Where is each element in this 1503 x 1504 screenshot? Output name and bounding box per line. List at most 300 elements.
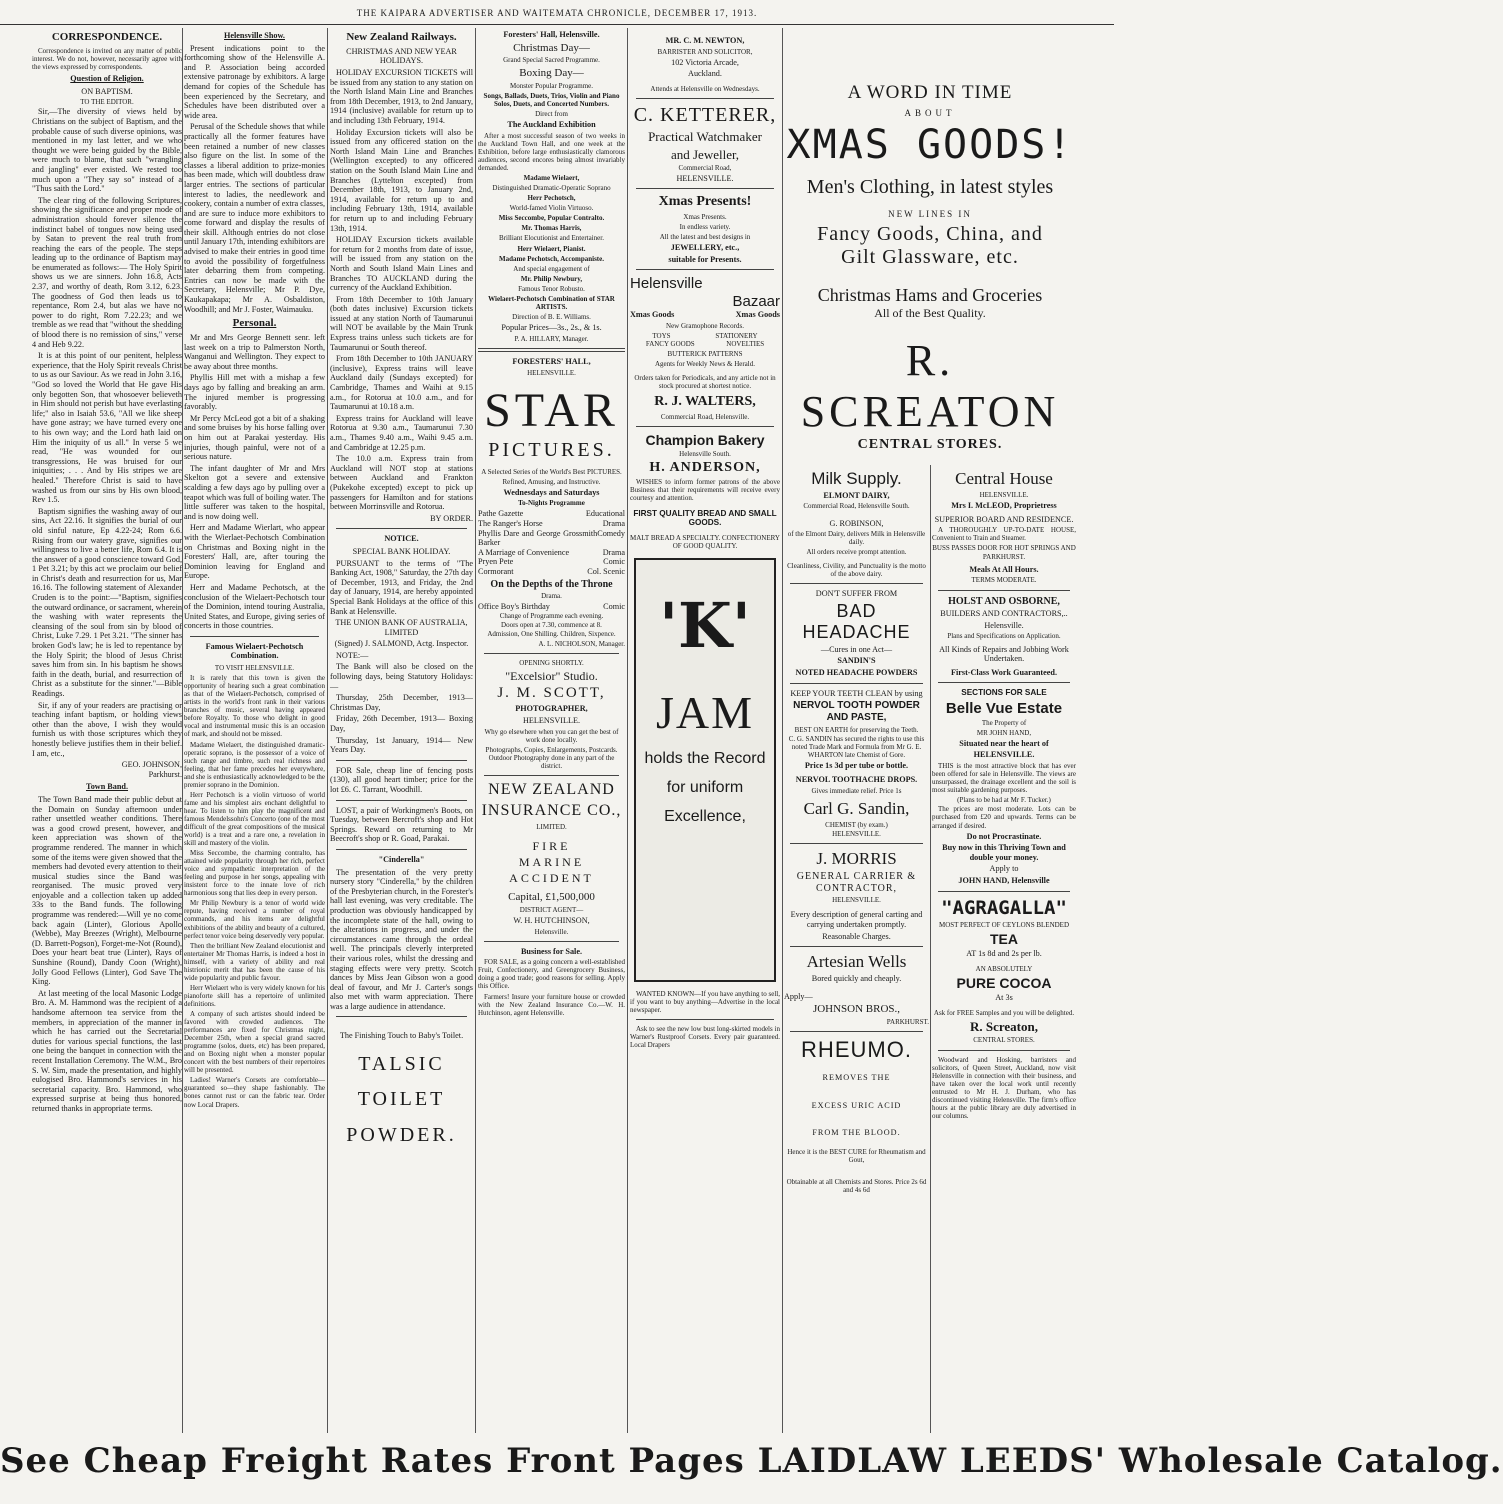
programme-genre: Col. Scenic [587, 567, 625, 577]
paragraph: Thursday, 1st January, 1914— New Years Day. [330, 735, 473, 755]
divider [484, 941, 619, 942]
paragraph: Phyllis Hill met with a mishap a few days ago by falling and breaking an arm. The injured member is progressing favorably. [184, 373, 325, 412]
paragraph: Herr and Madame Wierlart, who appear with the Wierlaet-Pechotsch Combination on Christmas and Boxing night in the Foresters' Hall, are, after touring the Dominion leaving for England and Europe. [184, 523, 325, 581]
ad-text: NOVELTIES [726, 339, 765, 348]
ad-line: KEEP YOUR TEETH CLEAN by using [790, 688, 923, 698]
ad-line: Apply to [989, 864, 1019, 874]
ad-headline: J. MORRIS [816, 849, 897, 868]
ad-line: REMOVES THE [822, 1072, 891, 1082]
ad-heading: Practical Watchmaker [648, 129, 762, 145]
column-ads-6 [784, 467, 929, 1433]
paragraph: The 10.0 a.m. Express train from Auckland will NOT stop at stations between Auckland and Frankton (Pukekohe excepted) except to pick up passengers for Hamilton and for stations between Morrinsville and Rotorua. [330, 454, 473, 512]
divider [938, 682, 1070, 683]
programme-title: A Marriage of Convenience [478, 547, 570, 557]
programme-item [478, 529, 625, 548]
column-correspondence [32, 28, 182, 1433]
column-rule [627, 28, 628, 1433]
ad-headline: J. M. SCOTT, [497, 684, 606, 701]
ad-line: AT 1s 8d and 2s per lb. [966, 949, 1042, 959]
ad-heading: Do not Procrastinate. [966, 831, 1042, 841]
divider [336, 1016, 467, 1017]
ad-heading: FIRST QUALITY BREAD AND SMALL GOODS. [633, 508, 777, 528]
divider [790, 1031, 923, 1032]
k-jam-block [636, 590, 774, 827]
ad-line: Helensville. [984, 620, 1024, 630]
ad-line: Plans and Specifications on Application. [947, 632, 1061, 641]
column-rule [782, 28, 783, 1433]
ad-line: PARKHURST. [886, 1018, 929, 1027]
ad-heading: "Excelsior" Studio. [505, 668, 598, 683]
article-subtitle: CHRISTMAS AND NEW YEAR HOLIDAYS. [346, 46, 457, 66]
ad-line: Agents for Weekly News & Herald. [654, 360, 755, 369]
programme-genre: Comic [603, 557, 625, 567]
paragraph: Herr and Madame Pechotsch, at the conclusion of the Wielaert-Pechotsch tour of the Dominion, intend touring Australia, United States, and Europe, giving series of concerts in those countries. [184, 582, 325, 631]
ad-line: BUILDERS AND CONTRACTORS,.. [940, 609, 1068, 619]
divider [938, 590, 1070, 591]
paragraph: Sir,—The diversity of views held by Christians on the subject of Baptism, and the probable cause of such diverse opinions, was mentioned in my last letter, and we who thought we were being guided by the Bible, were much to blame, that such "wrangling and jangling" ever existed. We rested too much upon a "They say so" instead of a "Thus saith the Lord." [32, 107, 182, 194]
article-subtitle: TO VISIT HELENSVILLE. [214, 664, 295, 673]
ad-headline: R. J. WALTERS, [654, 394, 756, 410]
paragraph: A company of such artistes should indeed be favored with crowded audiences. The performances are fixed for Christmas night, December 25th, when a special grand sacred programme (solos, duets, etc) has been prepared, and on Boxing night when a monster popular concert with the best numbers of their repertoires will be presented. [184, 1010, 325, 1075]
ad-line: Excellence, [664, 807, 746, 825]
notice-title: NOTICE. [384, 534, 419, 544]
notice-subtitle: SPECIAL BANK HOLIDAY. [352, 546, 451, 556]
paragraph: Holiday Excursion tickets will also be issued from any officered station on the North Island Main Line and Branches (Wellington excepted) to any officered station on the South Island Main Line and Branches (Lyttelton excepted) from December 18th, 1913, to January 2nd, 1914, available for return up to and including February 13th, 1914, available for return up to and including February 13th, 1914. [330, 127, 473, 233]
ad-line: BEST ON EARTH for preserving the Teeth. [794, 725, 919, 734]
performer: Herr Pechotsch, [527, 194, 576, 203]
ad-line: AN ABSOLUTELY [975, 964, 1033, 973]
ad-line: HELENSVILLE. [832, 829, 881, 838]
paragraph: Thursday, 25th December, 1913— Christmas Day, [330, 693, 473, 712]
ad-headline: Central House [955, 469, 1053, 488]
ad-line: New Gramophone Records. [666, 321, 744, 330]
ad-heading: Foresters' Hall, Helensville. [503, 30, 600, 39]
ad-line: holds the Record [644, 750, 766, 768]
ad-heading: Fancy Goods, China, and [817, 223, 1043, 245]
paragraph: Sir, if any of your readers are practising or teaching infant baptism, or holding views other than the above, I wish they would furnish us with those scriptures which they honestly believe justifies them in their belief. I am, etc., [32, 700, 182, 758]
ad-line: Xmas Presents. [683, 212, 727, 221]
column-rule [182, 28, 183, 1433]
ad-heading: SANDIN'S [837, 656, 876, 666]
paragraph: Baptism signifies the washing away of our sins, Act 22.16. It signifies the burial of our old sinful nature, Ep 4.22-24; Rom 6.6. Rising from our watery grave, signifies our willingness to live a better life, Rom 6.4. It is the answer of a good conscience toward God, 1 Pet 3.21; by this act we proclaim our belief in Christ's death and resurrection for us, Mar 16.16. The following statement of Alexander Cruden is to the point:—"Baptism, signifies the outward ordinance, or sacrament, wherein the washing with water represents the cleansing of the soul from sin by blood of Christ, Luke 7.29. 1 Pet 3.21. "The sinner has broken God's law; he is led to repentance by the Holy Spirit; the blood of Jesus Christ saves him from sin. In his baptism he shows faith in the death, burial, and resurrection of Christ as a substitute for the sinner."—Bible Readings. [32, 506, 182, 698]
ad-line: Wielaert-Pechotsch Combination of STAR ARTISTS. [488, 295, 615, 312]
paragraph: The Town Band made their public debut at the Domain on Sunday afternoon under rather unsettled weather conditions. There was a good crowd present, however, and keen appreciation was shown of the programme rendered. The manner in which some of the items were given showed that the members had devoted every attention to their musical studies since the Band was reorganised. The music proved very enjoyable and a collection taken up added 33s to the Band funds. The following programme was rendered:—Will ye no come back again (Linter), Glorious Apollo (Webbe), May Breezes (Wright), Melbourne (D. Barrett-Pogson), Forget-me-Not (Round), Does your heart beat true (Linter), Rays of Sunshine (Round), Dandy Coon (Wright), Jolly Good Fellows (Linter), God Save The King. [32, 794, 182, 987]
signature-place: Parkhurst. [148, 769, 182, 779]
ad-headline: Belle Vue Estate [945, 699, 1063, 717]
ad-line: Orders taken for Periodicals, and any article not in stock procured at shortest notice. [634, 374, 776, 391]
article-title: Personal. [232, 317, 277, 330]
ad-line: Change of Programme each evening. [499, 612, 604, 621]
ad-heading: NERVOL TOOTHACHE DROPS. [795, 774, 918, 784]
programme-item [478, 519, 625, 529]
divider [636, 426, 774, 427]
article-title: Famous Wielaert-Pechotsch Combination. [205, 641, 304, 661]
ad-line: BUTTERICK PATTERNS [667, 349, 743, 358]
column-rule [327, 28, 328, 1433]
paragraph: HOLIDAY Excursion tickets available for return for 2 months from date of issue, will be issued from any station on the North and South Island Main Lines and Branches TO AUCKLAND during the currency of the Auckland Exhibition. [330, 235, 473, 293]
performer: Mr. Philip Newbury, [520, 274, 583, 283]
ad-line: Monster Popular Programme. [509, 81, 593, 90]
paragraph: At last meeting of the local Masonic Lodge Bro. A. M. Hammond was the recipient of a handsome afternoon tea service from the members, in appreciation of the manner in which he has carried out the Secretarial duties for various special functions, the last one being the banquet in connection with the recent Installation Ceremony. The W.M., Bro S. W. Sim, made the presentation, and highly eulogised Bro. Hammond's services in his secretarial capacity. Bro. Hammond, who expressed surprise at being thus honored, returned thanks in appropriate terms. [32, 988, 182, 1113]
ad-headline: INSURANCE CO., [481, 801, 622, 819]
ad-heading: Men's Clothing, in latest styles [806, 176, 1054, 198]
ad-line: HELENSVILLE. [676, 173, 734, 183]
ad-headline: TEA [990, 930, 1018, 947]
programme-item [478, 567, 625, 577]
signature: A. L. NICHOLSON, Manager. [538, 639, 625, 648]
paragraph: The presentation of the very pretty nursery story "Cinderella," by the children of the Presbyterian church, in the Forester's hall last evening, was very creditable. The production was obviously handicapped by the incomplete state of the hall, owing to the alterations in progress, and under the circumstances came through the ordeal well. The principals cleverly interpreted their various roles, whilst the dressing and staging effects were very pretty. Scotch dances by Miss Jean Gibson won a good deal of favour, and Mr J. Carter's songs also met with warm appreciation. There was a large audience in attendance. [330, 867, 473, 1011]
ad-line: Auckland. [688, 69, 722, 79]
ad-line: ACCIDENT [509, 870, 594, 885]
ad-line: BARRISTER AND SOLICITOR, [657, 47, 753, 56]
classified-ad: FOR SALE, as a going concern a well-established Fruit, Confectionery, and Greengrocery Business, doing a good trade; good reasons for selling. Apply this Office. [478, 958, 625, 991]
programme-item [478, 602, 625, 612]
ad-line: NEW LINES IN [888, 209, 972, 219]
ad-line: CENTRAL STORES. [973, 1036, 1035, 1045]
bank-name: THE UNION BANK OF AUSTRALIA, LIMITED [335, 618, 468, 637]
column-rule [930, 465, 931, 1433]
ad-line: Price 1s 3d per tube or bottle. [804, 761, 909, 771]
ad-headline-jam: JAM [655, 687, 755, 739]
ad-line: Cleanliness, Civility, and Punctuality is the motto of the above dairy. [787, 561, 926, 578]
ad-line: Why go elsewhere when you can get the best of work done locally. [484, 727, 619, 744]
ad-line: The Finishing Touch to Baby's Toilet. [339, 1031, 464, 1041]
ad-heading: First-Class Work Guaranteed. [950, 667, 1058, 677]
ad-headline: Milk Supply. [811, 469, 902, 488]
ad-headline: Bazaar [732, 292, 780, 310]
paragraph: The clear ring of the following Scriptures, showing the significance and proper mode of administration should forever silence the indistinct babel of tongues now being used by Satan to prevent the real truth from reaching the ears of the people. The steps leading up to the ordinance of Baptism may be enumerated as follows:— The Holy Spirit shows us we are sinners. John 16.8, Acts 2.37, and worthy of death, Rom 3.12, 6.23. The goodness of God then leads us to repentance, Rom 2.4, but alas we have no power to do right, Rom 7.22.23; and we tremble as we read that "without the shedding of blood there is no remission of sins," verse 4 and Heb 9.22. [32, 195, 182, 349]
ad-heading: and Jeweller, [670, 146, 740, 162]
paragraph: THIS is the most attractive block that has ever been offered for sale in Helensville. The views are unsurpassed, the drainage excellent and the soil is most suitable gardening purposes. [932, 762, 1076, 795]
ad-line: HELENSVILLE. [527, 368, 576, 377]
ad-line: All Kinds of Repairs and Jobbing Work Undertaken. [939, 644, 1069, 664]
ad-line: A Selected Series of the World's Best PICTURES. [481, 468, 622, 477]
ad-heading: The Auckland Exhibition [507, 119, 596, 129]
classified-ad: WANTED KNOWN—If you have anything to sell, if you want to buy anything—Advertise in the local newspaper. [630, 989, 780, 1014]
ad-line: MARINE [518, 854, 585, 869]
ad-heading: Situated near the heart of [959, 738, 1049, 748]
programme-feature: On the Depths of the Throne [490, 578, 613, 590]
paragraph: Mr Philip Newbury is a tenor of world wide repute, having received a number of royal commands, and his items are delightful exhibitions of the ability and beauty of a cultured, perfect tenor voice being deservedly very popular. [184, 899, 325, 940]
article-title: Question of Religion. [70, 74, 144, 83]
programme-title: Office Boy's Birthday [478, 601, 550, 611]
ad-heading: NERVOL TOOTH POWDER AND PASTE, [793, 700, 920, 723]
ad-line: Apply— [784, 991, 813, 1001]
divider [938, 1050, 1070, 1051]
paragraph: From 18th December to 10th January (both dates inclusive) Excursion tickets issued at any station North of Taumarunui will NOT be available by the Main Trunk Express trains unless such tickets are for Taumarunui or South thereof. [330, 294, 473, 352]
ad-line: Every description of general carting and carrying undertaken promptly. [790, 910, 923, 930]
ad-line: Songs, Ballads, Duets, Trios, Violin and Piano Solos, Duets, and Concerted Numbers. [483, 91, 620, 108]
advert-k-jam [634, 558, 776, 982]
ad-line: SUPERIOR BOARD AND RESIDENCE. [934, 514, 1074, 524]
paragraph: Herr Wielaert who is very widely known for his pianoforte skill has a repertoire of unlimited definitions. [184, 983, 325, 1008]
ad-line: Bored quickly and cheaply. [811, 974, 902, 984]
divider [484, 775, 619, 776]
ad-headline: RHEUMO. [801, 1037, 912, 1063]
column-local-news [184, 28, 325, 1433]
performer: Herr Wielaert, Pianist. [517, 244, 586, 253]
ad-heading: Mrs I. McLEOD, Proprietress [951, 501, 1057, 511]
programme-genre: Drama [602, 547, 625, 557]
classified-ad: Farmers! Insure your furniture house or crowded with the New Zealand Insurance Co.—W. H. Hutchinson, agent Helensville. [478, 992, 625, 1017]
ad-line: CHEMIST (by exam.) [825, 820, 888, 829]
performer: Mr. Thomas Harris, [521, 224, 582, 233]
paragraph: NOTE:— [336, 650, 369, 660]
paragraph: Woodward and Hosking, barristers and solicitors, of Queen Street, Auckland, now visit Helensville in connection with their business, and have taken over the local work until recently entrusted to Mr H. J. Durham, who has discontinued visiting Helensville. The firm's office hours at the public library are duly advertised in our columns. [932, 1055, 1076, 1120]
masthead-rule [0, 24, 1114, 25]
ad-line: All of the Best Quality. [874, 306, 986, 320]
article-addressee: TO THE EDITOR. [80, 98, 134, 107]
ad-headline: "AGRAGALLA" [941, 896, 1067, 919]
programme-item [478, 557, 625, 567]
paragraph: HOLIDAY EXCURSION TICKETS will be issued from any station to any station on the North Island Main Line and Branches from 18th December, 1913, to 2nd January, 1914 (inclusive) available for return up to and including 13th February, 1914. [330, 68, 473, 126]
ad-line: DON'T SUFFER FROM [815, 589, 898, 599]
ad-headline-k: 'K' [659, 588, 751, 662]
editor-note: Correspondence is invited on any matter of public interest. We do not, however, necessarily agree with the views expressed by correspondents. [32, 46, 182, 71]
ad-line: —Cures in one Act— [820, 644, 893, 654]
paragraph: Friday, 26th December, 1913— Boxing Day, [330, 714, 473, 734]
ad-heading: JOHN HAND, Helensville [958, 875, 1050, 885]
divider [336, 849, 467, 850]
programme-genre: Educational [585, 509, 625, 519]
ad-line: LIMITED. [536, 822, 567, 831]
ad-heading: FORESTERS' HALL, [512, 357, 591, 367]
ad-line: FIRE [532, 838, 571, 853]
article-title: "Cinderella" [378, 854, 425, 864]
ad-line: Doors open at 7.30, commence at 8. [501, 621, 602, 630]
paragraph: A THOROUGHLY UP-TO-DATE HOUSE, Convenient to Train and Steamer. [932, 526, 1076, 543]
ad-heading: Boxing Day— [519, 66, 584, 79]
ad-heading: MR. C. M. NEWTON, [665, 36, 745, 45]
paragraph: Miss Seccombe, the charming contralto, has attained wide popularity through her rich, perfect voice and sympathetic interpretation of the feeling and purpose in her songs, appealing with insistent force to the innate love of rich harmonious song that lies deep in every person. [184, 849, 325, 898]
ad-headline: TALSIC [358, 1053, 445, 1076]
divider [336, 760, 467, 761]
ad-line: Helensville South. [679, 449, 731, 458]
advert-talsic [330, 1031, 473, 1147]
ad-heading: Christmas Hams and Groceries [817, 285, 1043, 305]
ad-line: Commercial Road, Helensville South. [803, 502, 910, 511]
divider [336, 800, 467, 801]
ad-text: FANCY GOODS [645, 339, 695, 348]
ad-heading: Buy now in this Thriving Town and double your money. [942, 843, 1066, 862]
ad-text: TOYS [652, 331, 671, 340]
ad-line: EXCESS URIC ACID [811, 1100, 902, 1110]
paragraph: Mr and Mrs George Bennett senr. left last week on a trip to Palmerston North, Wanganui and Wellington. They expect to be away about three months. [184, 333, 325, 371]
article-subtitle: ON BAPTISM. [81, 86, 133, 96]
programme-item [478, 548, 625, 558]
ad-line [630, 340, 780, 348]
ad-headline: PURE COCOA [956, 975, 1052, 992]
article-title: Helensville Show. [224, 31, 285, 40]
ad-line: Commercial Road, Helensville. [660, 412, 750, 421]
ad-line: P. A. HILLARY, Manager. [514, 334, 589, 343]
performer: Madame Wielaert, [523, 173, 580, 182]
programme-title: The Ranger's Horse [478, 519, 543, 529]
divider [190, 636, 319, 637]
paragraph: The Bank will also be closed on the following days, being Statutory Holidays:— [330, 662, 473, 691]
classified-ad: FOR Sale, cheap line of fencing posts (130), all good heart timber; price for the lot £6. C. Tarrant, Woodhill. [330, 765, 473, 795]
performer-desc: World-famed Violin Virtuoso. [509, 204, 594, 213]
ad-line: In endless variety. [679, 222, 731, 231]
ad-line: G. ROBINSON, [829, 518, 884, 528]
ad-line: All the latest and best designs in [659, 232, 751, 241]
paragraph: WISHES to inform former patrons of the above Business that their requirements will receive every courtesy and attention. [630, 478, 780, 503]
ad-line: Direct from [535, 109, 568, 118]
ad-line: HELENSVILLE. [979, 490, 1029, 499]
ad-line: Popular Prices—3s., 2s., & 1s. [501, 323, 602, 333]
ad-heading: Christmas Day— [513, 41, 590, 54]
ad-heading: Gilt Glassware, etc. [841, 246, 1019, 268]
ad-heading: SECTIONS FOR SALE [961, 688, 1047, 698]
paragraph: PURSUANT to the terms of "The Banking Act, 1908," Saturday, the 27th day of December, 1913, and Friday, the 2nd day of January, 1914, are hereby appointed Special Bank Holidays at the office of this Bank at Helensville. [330, 558, 473, 616]
ad-line: W. H. HUTCHINSON, [513, 915, 590, 925]
ad-heading: CENTRAL STORES. [857, 437, 1003, 452]
column-rule [475, 28, 476, 1433]
programme-title: Pathe Gazette [478, 509, 524, 519]
paragraph: The infant daughter of Mr and Mrs Skelton got a severe and extensive scalding a few days ago by pulling over a teapot which was full of boiling water. The little sufferer was taken to the hospital, and is now doing well. [184, 463, 325, 521]
ad-line: of the Elmont Dairy, delivers Milk in Helensville daily. [787, 530, 926, 547]
paragraph: The prices are most moderate. Lots can be purchased from £20 and upwards. Terms can be arranged if desired. [932, 805, 1076, 830]
ad-line: DISTRICT AGENT— [519, 905, 584, 914]
programme-title: Pryen Pete [478, 557, 514, 567]
ad-line: All orders receive prompt attention. [806, 547, 907, 556]
programme-list [478, 509, 625, 576]
ad-heading: Wednesdays and Saturdays [503, 487, 600, 497]
ad-text: STATIONERY [715, 331, 758, 340]
ad-heading: A WORD IN TIME [847, 82, 1013, 103]
ad-line: TERMS MODERATE. [971, 576, 1037, 585]
performer-desc: Famous Tenor Robusto. [518, 284, 585, 293]
section-title: CORRESPONDENCE. [51, 31, 163, 43]
ad-headline: H. ANDERSON, [649, 460, 761, 476]
ad-headline: NEW ZEALAND [488, 781, 615, 799]
ad-line: ABOUT [904, 108, 956, 118]
ad-headline-star: STAR [484, 383, 619, 437]
ad-line: Reasonable Charges. [822, 931, 891, 941]
article-title: Town Band. [85, 782, 129, 792]
divider [636, 98, 774, 99]
ad-heading: JEWELLERY, etc., [670, 242, 740, 252]
ad-line: HELENSVILLE. [522, 716, 581, 726]
paragraph: Express trains for Auckland will leave Rotorua at 9.30 a.m., Taumarunui 7.30 a.m., Thames 9.40 a.m., Waihi 9.45 a.m. and Cambridge at 12.25 p.m. [330, 413, 473, 452]
programme-genre: Drama [602, 519, 625, 529]
paragraph: After a most successful season of two weeks in the Auckland Town Hall, and one week at the Exhibition, before large enthusiastically clamorous audiences, second encores being almost invariably demanded. [478, 131, 625, 172]
ad-line [630, 332, 780, 340]
ad-heading: JOHNSON BROS., [812, 1003, 901, 1016]
column-advertisements [630, 28, 780, 1433]
divider [636, 188, 774, 189]
ad-headline: POWDER. [346, 1123, 457, 1146]
performer: Madame Pechotsch, Accompaniste. [499, 254, 604, 263]
paragraph: It is at this point of our penitent, helpless experience, that the Holy Spirit reveals Christ to us as our Saviour. As we read in John 3.16, "God so loved the World that He gave His only begotten Son, that whosoever believeth in Him should not perish but have everlasting life;" also in Isaiah 53.6, "All we like sheep have gone astray; we have turned every one to his own way; and the Lord hath laid on Him the iniquity of us all." In verse 5 we read, "He was wounded for our transgressions, He was bruised for our iniquities; . . . And by His stripes we are healed." Therefore Christ is said to have washed us from our sins by His own blood, Rev 1.5. [32, 351, 182, 505]
column-railways [330, 28, 473, 1433]
ad-line: Helensville. [534, 927, 569, 936]
ad-headline: BAD HEADACHE [802, 600, 911, 642]
footer-banner: See Cheap Freight Rates Front Pages LAIDLAW LEEDS' Wholesale Catalog. [0, 1441, 1503, 1481]
signature: GEO. JOHNSON, [121, 760, 182, 770]
performer-desc: And special engagement of [513, 264, 590, 273]
ad-headline: C. KETTERER, [633, 104, 777, 127]
ad-heading: GENERAL CARRIER & CONTRACTOR, [796, 870, 917, 894]
ad-headline: Helensville [630, 275, 703, 293]
ad-heading: ELMONT DAIRY, [823, 490, 890, 500]
performer-desc: Brilliant Elocutionist and Entertainer. [499, 234, 604, 243]
ad-heading: suitable for Presents. [668, 254, 742, 264]
paragraph: Then the brilliant New Zealand elocutionist and entertainer Mr Thomas Harris, is indeed a host in himself, with a variety of ability and real histrionic merit that has been the cause of his wide popularity and public favour. [184, 941, 325, 982]
divider [478, 348, 625, 352]
ad-line: Attends at Helensville on Wednesdays. [650, 84, 760, 93]
programme-genre: Comic [603, 601, 625, 611]
paragraph: Present indications point to the forthcoming show of the Helensville A. and P. Association being accorded extensive patronage by exhibitors. A large demand for copies of the Schedule has been experienced by the Secretary, and Schedules have been distributed over a wide area. [184, 43, 325, 120]
divider [636, 269, 774, 270]
ad-line: Obtainable at all Chemists and Stores. Price 2s 6d and 4s 6d [786, 1177, 927, 1194]
ad-line: MR JOHN HAND, [976, 728, 1032, 737]
ad-heading: PHOTOGRAPHER, [515, 704, 588, 714]
programme-genre: Drama. [541, 592, 562, 601]
performer-desc: Distinguished Dramatic-Operatic Soprano [492, 183, 611, 192]
column-ads-7 [932, 467, 1076, 1433]
ad-line: Hence it is the BEST CURE for Rheumatism and Gout, [787, 1147, 926, 1164]
ad-line: C. G. SANDIN has secured the rights to use this noted Trade Mark and Formula from Mr G. E. WHARTON late Chemist of Gore. [788, 734, 925, 760]
ad-line: Commercial Road, [678, 163, 732, 172]
ad-line: The Property of [981, 719, 1027, 728]
ad-headline: R. Screaton, [969, 1019, 1038, 1035]
column-entertainment [478, 28, 625, 1433]
ad-heading: Meals At All Hours. [969, 564, 1039, 574]
ad-line: OPENING SHORTLY. [519, 658, 584, 667]
ad-headline: Champion Bakery [645, 431, 765, 448]
signature: BY ORDER. [430, 513, 473, 523]
ad-line: (Plans to be had at Mr F. Tucker.) [957, 796, 1051, 805]
ad-headline: Artesian Wells [806, 952, 907, 972]
divider [636, 1019, 774, 1020]
divider [336, 528, 467, 529]
ad-line: At 3s [995, 993, 1013, 1003]
ad-heading: HELENSVILLE. [973, 750, 1035, 760]
ad-headline: Carl G. Sandin, [803, 798, 910, 818]
advert-corsets: Ladies! Warner's Corsets are comfortable—guaranteed so—they shape fashionably. The bones cannot rust or can the fabric tear. Order now Local Drapers. [184, 1076, 325, 1109]
ad-line: Direction of B. E. Williams. [512, 313, 591, 322]
ad-line: Capital, £1,500,000 [508, 890, 595, 903]
article-title: New Zealand Railways. [346, 31, 457, 43]
ad-line: Refined, Amusing, and Instructive. [502, 477, 601, 486]
programme-genre: Comedy [597, 528, 625, 538]
ad-line: 102 Victoria Arcade, [671, 57, 739, 67]
paragraph: Perusal of the Schedule shows that while practically all the former features have been retained a number of new classes also figure on the list. In some of the classes a liberal addition to prize-monies has been made, which will doubtless draw larger entries. The sections of particular interest to ladies, the needlework and cookery, contain a number of extra classes, and are sure to induce more exhibitors to come forward and display the results of their skill. Although entries do not close until January 17th, intending exhibitors are advised to make their entries in good time to avoid the possibility of forgetfulness later debarring them from competing. Entries can now be made with the Secretary, Helensville; Mr P. Dye, Kaukapakapa; Mr A. Osbaldiston, Woodhill; and Mr J. Foster, Waimauku. [184, 122, 325, 314]
ad-headline: R. SCREATON [800, 336, 1060, 436]
divider [790, 946, 923, 947]
ad-line: MOST PERFECT OF CEYLONS BLENDED [938, 920, 1070, 929]
divider [790, 683, 923, 684]
ad-line [630, 310, 780, 320]
paragraph: Herr Pechotsch is a violin virtuoso of world fame and his simplest airs enchant delightful to hear. To listen to him play the magnificent and famous Mendelssohn's Concerto (one of the most difficult of the great compositions of the musical world) is a treat and a rare one, a revelation in skill and mastery of the violin. [184, 790, 325, 848]
classified-ad: LOST, a pair of Workingmen's Boots, on Tuesday, between Bercroft's shop and Hot Springs. Reward on returning to Mr Beecroft's shop or R. Goad, Parakai. [330, 805, 473, 844]
ad-line: FROM THE BLOOD. [812, 1128, 901, 1138]
paragraph: From 18th December to 10th JANUARY (inclusive), Express trains will leave Auckland daily (Sundays excepted) for Cambridge, Thames and Waihi at 9.15 a.m., for Rotorua at 10.0 a.m., and for Taumarunui at 10.18 a.m. [330, 354, 473, 412]
ad-line: Admission, One Shilling. Children, Sixpence. [487, 630, 616, 639]
ad-text: Xmas Goods [630, 310, 675, 320]
programme-title: Cormorant [478, 567, 514, 577]
ad-line: HELENSVILLE. [832, 896, 881, 905]
classified-ad: Ask to see the new low bust long-skirted models in Warner's Rustproof Corsets. Every pair guaranteed. Local Drapers [630, 1024, 780, 1050]
signature: (Signed) J. SALMOND, Actg. Inspector. [334, 639, 469, 649]
ad-headline: Xmas Presents! [658, 194, 752, 210]
ad-heading: Business for Sale. [520, 946, 583, 956]
divider [790, 583, 923, 584]
ad-line: MALT BREAD A SPECIALTY. CONFECTIONERY OF GOOD QUALITY. [630, 533, 780, 550]
ad-line: BUSS PASSES DOOR FOR HOT SPRINGS AND PARKHURST. [932, 544, 1076, 561]
ad-headline-pictures: PICTURES. [488, 439, 615, 462]
